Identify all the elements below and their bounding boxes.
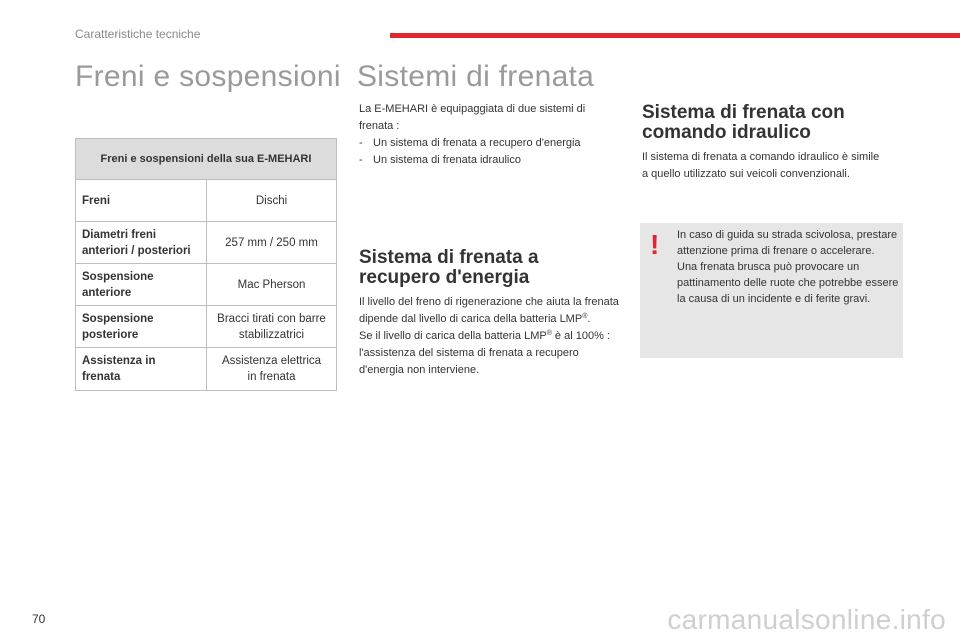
row-label — [76, 306, 207, 348]
row-label-line: anteriore — [82, 286, 132, 299]
row-label-line: anteriori / posteriori — [82, 244, 191, 257]
row-label-line: frenata — [82, 371, 121, 383]
text-run: Il livello del freno di rigenerazione che aiuta la frenata dipende dal livello di carica della batteria LMP — [359, 296, 619, 325]
warning-paragraph: Una frenata brusca può provocare un pattinamento delle ruote che potrebbe essere la causa di un incidente e di ferite gravi. — [677, 261, 899, 305]
heading-line: Sistema di frenata con — [642, 102, 845, 123]
warning-box — [640, 223, 903, 358]
row-label — [76, 348, 207, 391]
list-item: - Un sistema di frenata idraulico — [359, 152, 619, 169]
brakes-suspension-table — [75, 138, 337, 391]
page-title-left: Freni e sospensioni — [75, 60, 341, 93]
row-value — [207, 306, 337, 348]
registered-mark: ® — [582, 313, 588, 320]
table-row — [76, 180, 337, 222]
table-row — [76, 348, 337, 391]
intro-section — [359, 101, 619, 169]
intro-list — [359, 135, 619, 169]
registered-mark: ® — [546, 330, 552, 337]
row-value-line: stabilizzatrici — [238, 328, 305, 341]
row-label-line: Diametri freni — [82, 228, 157, 241]
table-row — [76, 264, 337, 306]
row-label — [76, 264, 207, 306]
exclamation-icon: ! — [650, 229, 660, 260]
row-label: Freni — [76, 180, 207, 222]
row-label-line: Sospensione — [82, 270, 154, 283]
row-value: 257 mm / 250 mm — [207, 222, 337, 264]
row-value: Dischi — [207, 180, 337, 222]
table-caption: Freni e sospensioni della sua E-MEHARI — [76, 139, 337, 180]
page-number: 70 — [32, 612, 46, 626]
page-title-middle: Sistemi di frenata — [357, 60, 595, 93]
heading-line: recupero d'energia — [359, 267, 530, 288]
list-item: - Un sistema di frenata a recupero d'energia — [359, 135, 619, 152]
warning-paragraph: In caso di guida su strada scivolosa, prestare attenzione prima di frenare o accelerare. — [677, 229, 898, 257]
recupero-paragraph — [359, 328, 619, 379]
row-value — [207, 348, 337, 391]
heading-line: comando idraulico — [642, 122, 811, 143]
table-row — [76, 222, 337, 264]
idraulico-body: Il sistema di frenata a comando idraulico è simile a quello utilizzato sui veicoli convenzionali. — [642, 151, 880, 180]
table-row — [76, 306, 337, 348]
heading-recupero — [359, 248, 619, 288]
row-label-line: Assistenza in — [82, 355, 156, 367]
intro-text: La E-MEHARI è equipaggiata di due sistemi di frenata : — [359, 103, 586, 132]
row-value-line: Bracci tirati con barre — [217, 312, 326, 325]
row-label-line: Sospensione — [82, 312, 154, 325]
text-run: . — [587, 313, 591, 325]
heading-idraulico — [642, 103, 902, 143]
row-label-line: posteriore — [82, 328, 139, 341]
heading-line: Sistema di frenata a — [359, 247, 539, 268]
recupero-body — [359, 294, 619, 379]
text-run: è al 100% : l'assistenza del sistema di frenata a recupero d'energia non interviene. — [359, 330, 610, 376]
row-value-line: in frenata — [247, 371, 296, 383]
row-value: Mac Pherson — [207, 264, 337, 306]
row-value-line: Assistenza elettrica — [221, 355, 322, 367]
text-run: Se il livello di carica della batteria LMP — [359, 330, 547, 342]
section-label: Caratteristiche tecniche — [75, 27, 201, 41]
row-label — [76, 222, 207, 264]
recupero-paragraph — [359, 294, 619, 328]
watermark: carmanualsonline.info — [667, 604, 946, 635]
header-accent-bar — [390, 33, 960, 38]
warning-text — [677, 227, 899, 307]
